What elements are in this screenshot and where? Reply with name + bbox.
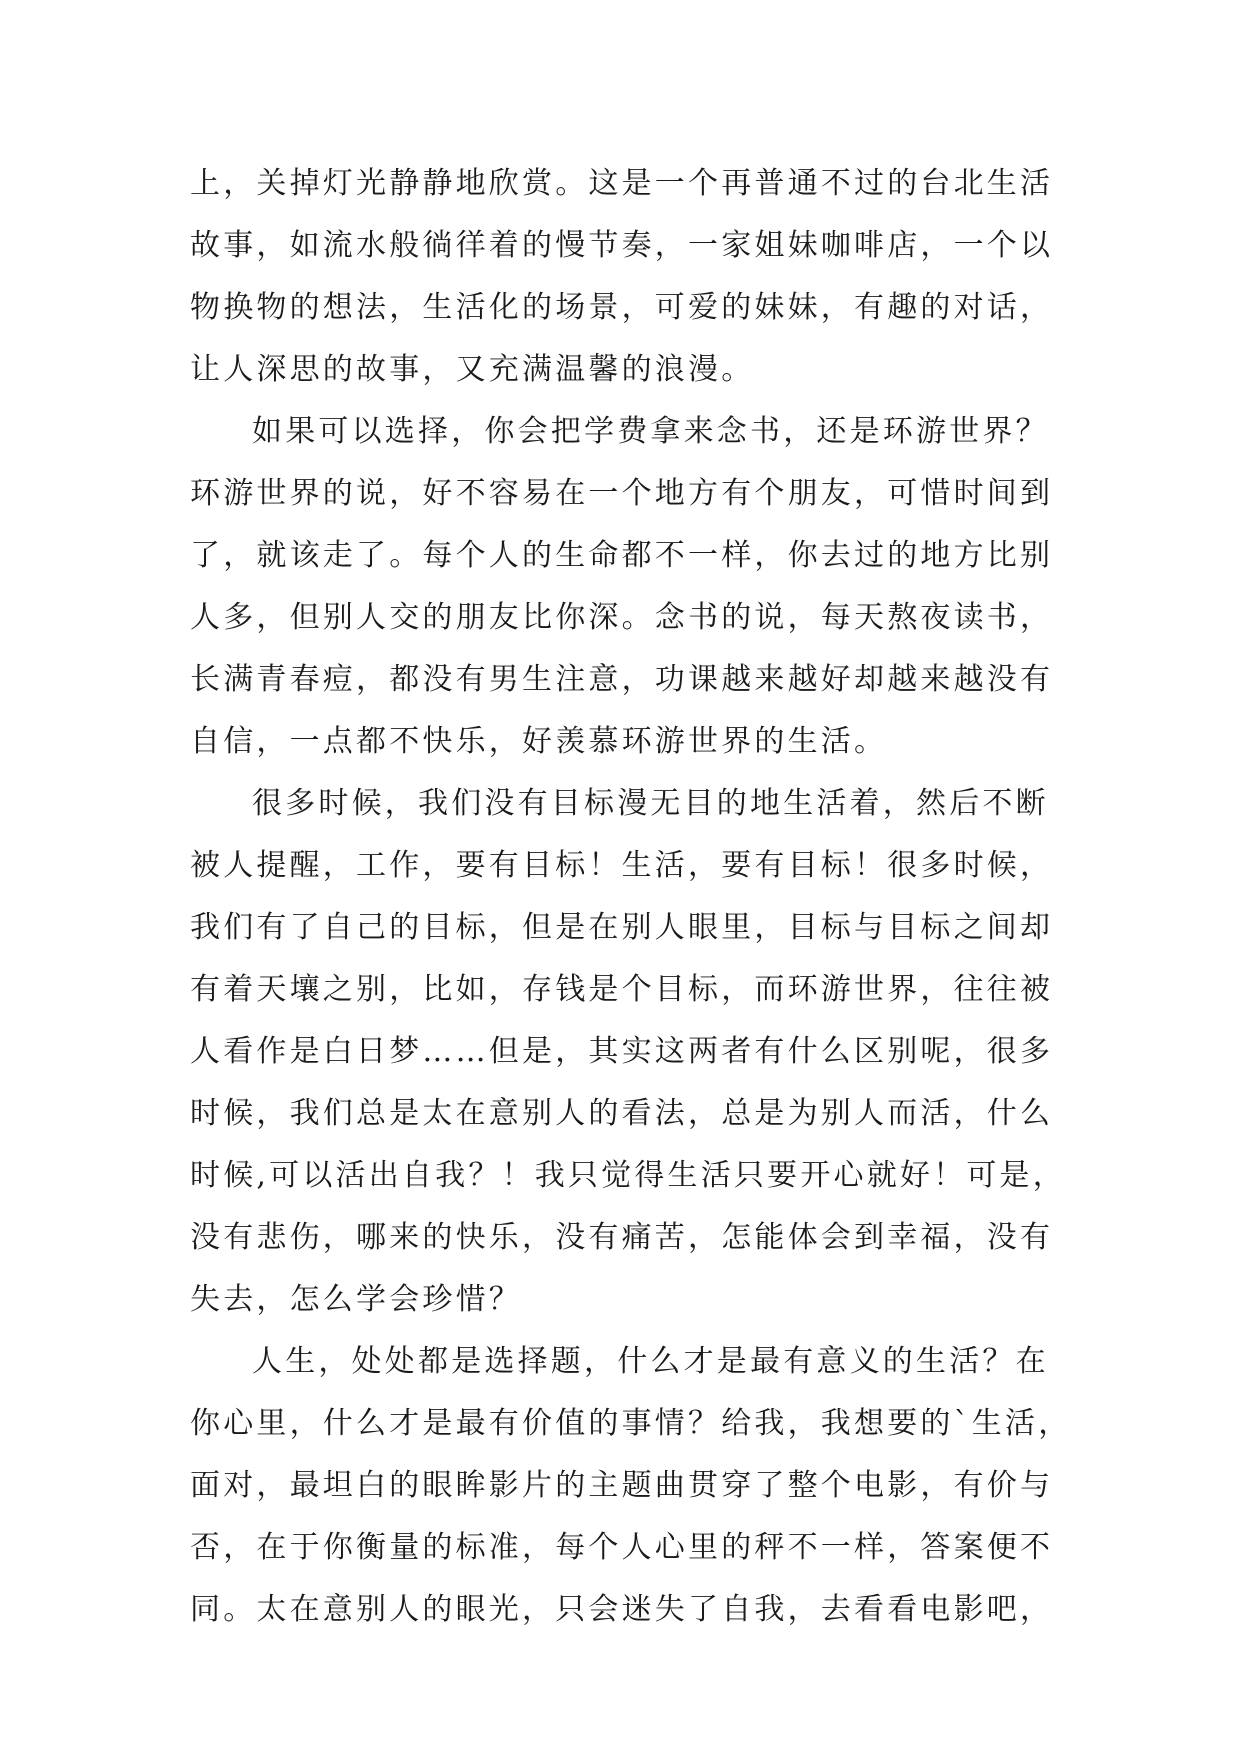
text-line: 让人深思的故事，又充满温馨的浪漫。 xyxy=(190,352,755,387)
paragraph-start-line: 很多时候，我们没有目标漫无目的地生活着，然后不断 xyxy=(252,786,1049,821)
text-line: 故事，如流水般徜徉着的慢节奏，一家姐妹咖啡店，一个以 xyxy=(190,228,1054,263)
text-line: 上，关掉灯光静静地欣赏。这是一个再普通不过的台北生活 xyxy=(190,166,1054,201)
paragraph-start-line: 人生，处处都是选择题，什么才是最有意义的生活？在 xyxy=(252,1344,1049,1379)
text-line: 有着天壤之别，比如，存钱是个目标，而环游世界，往往被 xyxy=(190,972,1054,1007)
text-line: 面对，最坦白的眼眸影片的主题曲贯穿了整个电影，有价与 xyxy=(190,1468,1054,1503)
text-line: 长满青春痘，都没有男生注意，功课越来越好却越来越没有 xyxy=(190,662,1054,697)
text-line: 被人提醒，工作，要有目标！生活，要有目标！很多时候， xyxy=(190,848,1054,883)
text-line: 人看作是白日梦……但是，其实这两者有什么区别呢，很多 xyxy=(190,1034,1054,1069)
text-line: 物换物的想法，生活化的场景，可爱的妹妹，有趣的对话， xyxy=(190,290,1054,325)
text-line: 自信，一点都不快乐，好羡慕环游世界的生活。 xyxy=(190,724,888,759)
body-text xyxy=(190,160,1072,1648)
text-line: 失去，怎么学会珍惜？ xyxy=(190,1282,522,1317)
text-line: 同。太在意别人的眼光，只会迷失了自我，去看看电影吧， xyxy=(190,1592,1054,1627)
text-line: 否，在于你衡量的标准，每个人心里的秤不一样，答案便不 xyxy=(190,1530,1054,1565)
text-line: 你心里，什么才是最有价值的事情？给我，我想要的`生活， xyxy=(190,1406,1072,1441)
text-line: 我们有了自己的目标，但是在别人眼里，目标与目标之间却 xyxy=(190,910,1054,945)
text-line: 了，就该走了。每个人的生命都不一样，你去过的地方比别 xyxy=(190,538,1054,573)
paragraph-start-line: 如果可以选择，你会把学费拿来念书，还是环游世界？ xyxy=(252,414,1049,449)
text-line: 人多，但别人交的朋友比你深。念书的说，每天熬夜读书， xyxy=(190,600,1054,635)
text-line: 没有悲伤，哪来的快乐，没有痛苦，怎能体会到幸福，没有 xyxy=(190,1220,1054,1255)
text-line: 时候,可以活出自我？！我只觉得生活只要开心就好！可是， xyxy=(190,1158,1066,1193)
text-line: 环游世界的说，好不容易在一个地方有个朋友，可惜时间到 xyxy=(190,476,1054,511)
text-line: 时候，我们总是太在意别人的看法，总是为别人而活，什么 xyxy=(190,1096,1054,1131)
